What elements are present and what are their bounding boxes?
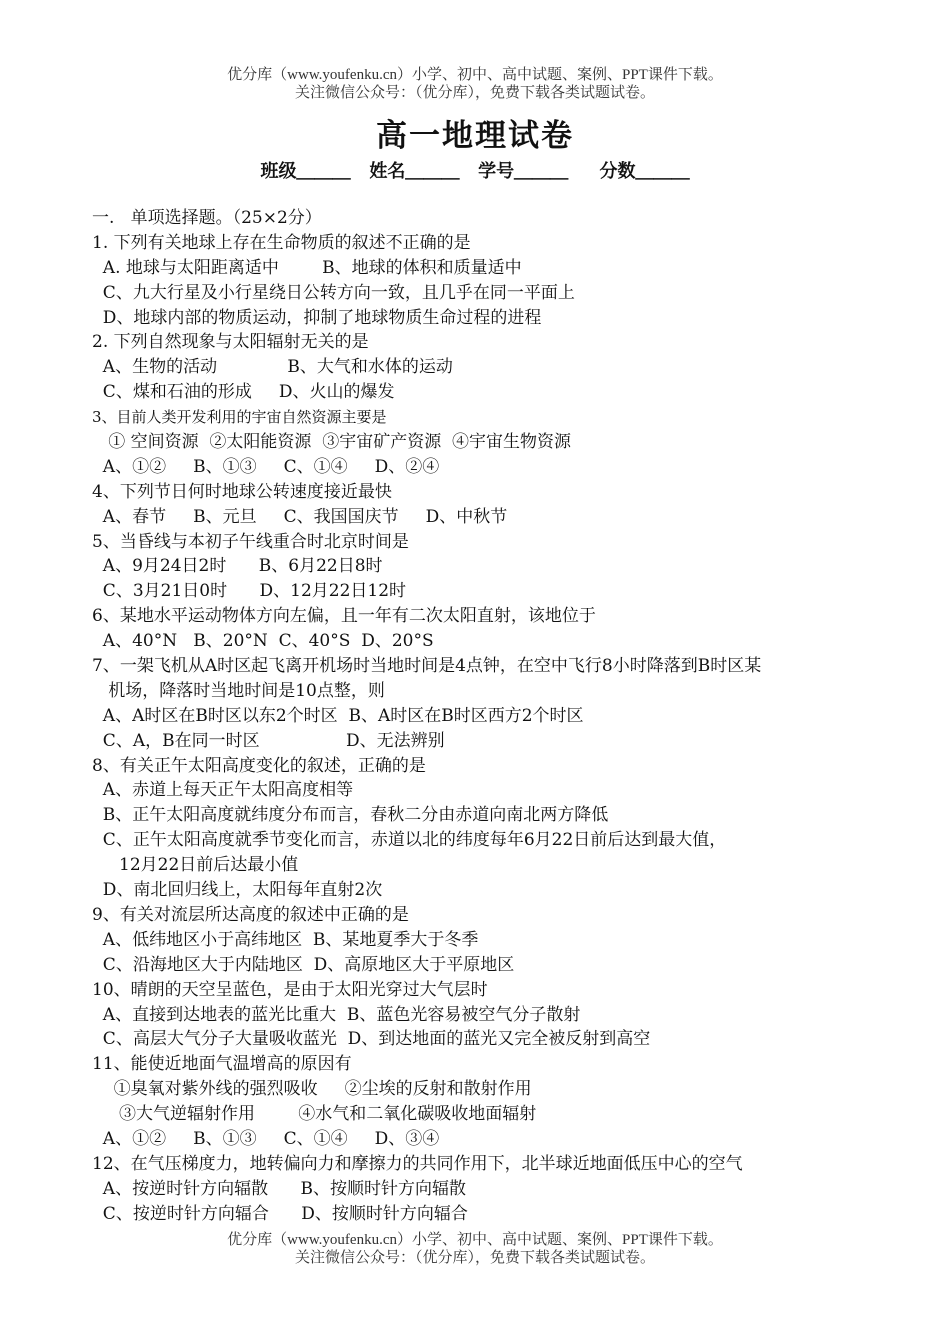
option-line: A、①② B、①③ C、①④ D、②④	[92, 456, 440, 477]
option-line: A、低纬地区小于高纬地区 B、某地夏季大于冬季	[92, 929, 479, 950]
student-info-fields: 班级＿＿＿ 姓名＿＿＿ 学号＿＿＿ 分数＿＿＿	[260, 161, 690, 182]
option-line: 12月22日前后达最小值	[92, 855, 299, 876]
question-line: 1. 下列有关地球上存在生命物质的叙述不正确的是	[92, 232, 471, 253]
option-line: D、地球内部的物质运动，抑制了地球物质生命过程的进程	[92, 307, 542, 328]
option-line: C、按逆时针方向辐合 D、按顺时针方向辐合	[92, 1203, 468, 1224]
question-line: 6、某地水平运动物体方向左偏，且一年有二次太阳直射，该地位于	[92, 606, 596, 627]
option-line: A、生物的活动 B、大气和水体的运动	[92, 357, 453, 378]
option-line: A、①② B、①③ C、①④ D、③④	[92, 1128, 440, 1149]
option-line: D、南北回归线上，太阳每年直射2次	[92, 880, 383, 901]
question-line: 2. 下列自然现象与太阳辐射无关的是	[92, 332, 369, 353]
option-line: C、九大行星及小行星绕日公转方向一致，且几乎在同一平面上	[92, 282, 575, 303]
question-line: 7、一架飞机从A时区起飞离开机场时当地时间是4点钟，在空中飞行8小时降落到B时区某	[92, 656, 762, 677]
option-line: A、9月24日2时 B、6月22日8时	[92, 556, 383, 577]
footer-line-1: 优分库（www.youfenku.cn）小学、初中、高中试题、案例、PPT课件下载。	[227, 1232, 723, 1248]
question-line: 12、在气压梯度力，地转偏向力和摩擦力的共同作用下，北半球近地面低压中心的空气	[92, 1153, 743, 1174]
question-line: 10、晴朗的天空呈蓝色，是由于太阳光穿过大气层时	[92, 979, 488, 1000]
question-line: 9、有关对流层所达高度的叙述中正确的是	[92, 904, 409, 925]
header-line-1: 优分库（www.youfenku.cn）小学、初中、高中试题、案例、PPT课件下载。	[227, 67, 723, 83]
option-line: ① 空间资源 ②太阳能资源 ③宇宙矿产资源 ④宇宙生物资源	[92, 432, 572, 453]
section-heading: 一. 单项选择题。（25×2分）	[92, 208, 322, 228]
question-line: 4、下列节日何时地球公转速度接近最快	[92, 481, 392, 502]
option-line: B、正午太阳高度就纬度分布而言，春秋二分由赤道向南北两方降低	[92, 805, 609, 826]
option-line: ①臭氧对紫外线的强烈吸收 ②尘埃的反射和散射作用	[92, 1079, 532, 1100]
option-line: A、直接到达地表的蓝光比重大 B、蓝色光容易被空气分子散射	[92, 1004, 581, 1025]
option-line: C、沿海地区大于内陆地区 D、高原地区大于平原地区	[92, 954, 515, 975]
option-line: C、A，B在同一时区 D、无法辨别	[92, 730, 445, 751]
option-line: A、40°N B、20°N C、40°S D、20°S	[92, 631, 434, 652]
option-line: ③大气逆辐射作用 ④水气和二氧化碳吸收地面辐射	[92, 1104, 537, 1125]
question-line: 机场，降落时当地时间是10点整，则	[92, 680, 385, 701]
option-line: A、春节 B、元旦 C、我国国庆节 D、中秋节	[92, 506, 508, 527]
option-line: C、高层大气分子大量吸收蓝光 D、到达地面的蓝光又完全被反射到高空	[92, 1029, 651, 1050]
question-line: 8、有关正午太阳高度变化的叙述，正确的是	[92, 755, 426, 776]
header-line-2: 关注微信公众号：（优分库），免费下载各类试题试卷。	[294, 85, 655, 101]
option-line: A、赤道上每天正午太阳高度相等	[92, 780, 354, 801]
question-list	[92, 206, 892, 1227]
option-line: C、煤和石油的形成 D、火山的爆发	[92, 382, 395, 403]
footer-line-2: 关注微信公众号：（优分库），免费下载各类试题试卷。	[294, 1250, 655, 1266]
question-line: 11、能使近地面气温增高的原因有	[92, 1054, 352, 1075]
page-title: 高一地理试卷	[376, 118, 574, 154]
option-line: A、按逆时针方向辐散 B、按顺时针方向辐散	[92, 1178, 466, 1199]
question-line: 3、目前人类开发利用的宇宙自然资源主要是	[92, 408, 387, 427]
option-line: A、A时区在B时区以东2个时区 B、A时区在B时区西方2个时区	[92, 705, 584, 726]
question-line: 5、当昏线与本初子午线重合时北京时间是	[92, 531, 409, 552]
option-line: C、3月21日0时 D、12月22日12时	[92, 581, 407, 602]
option-line: C、正午太阳高度就季节变化而言，赤道以北的纬度每年6月22日前后达到最大值，	[92, 830, 727, 851]
option-line: A. 地球与太阳距离适中 B、地球的体积和质量适中	[92, 257, 522, 278]
